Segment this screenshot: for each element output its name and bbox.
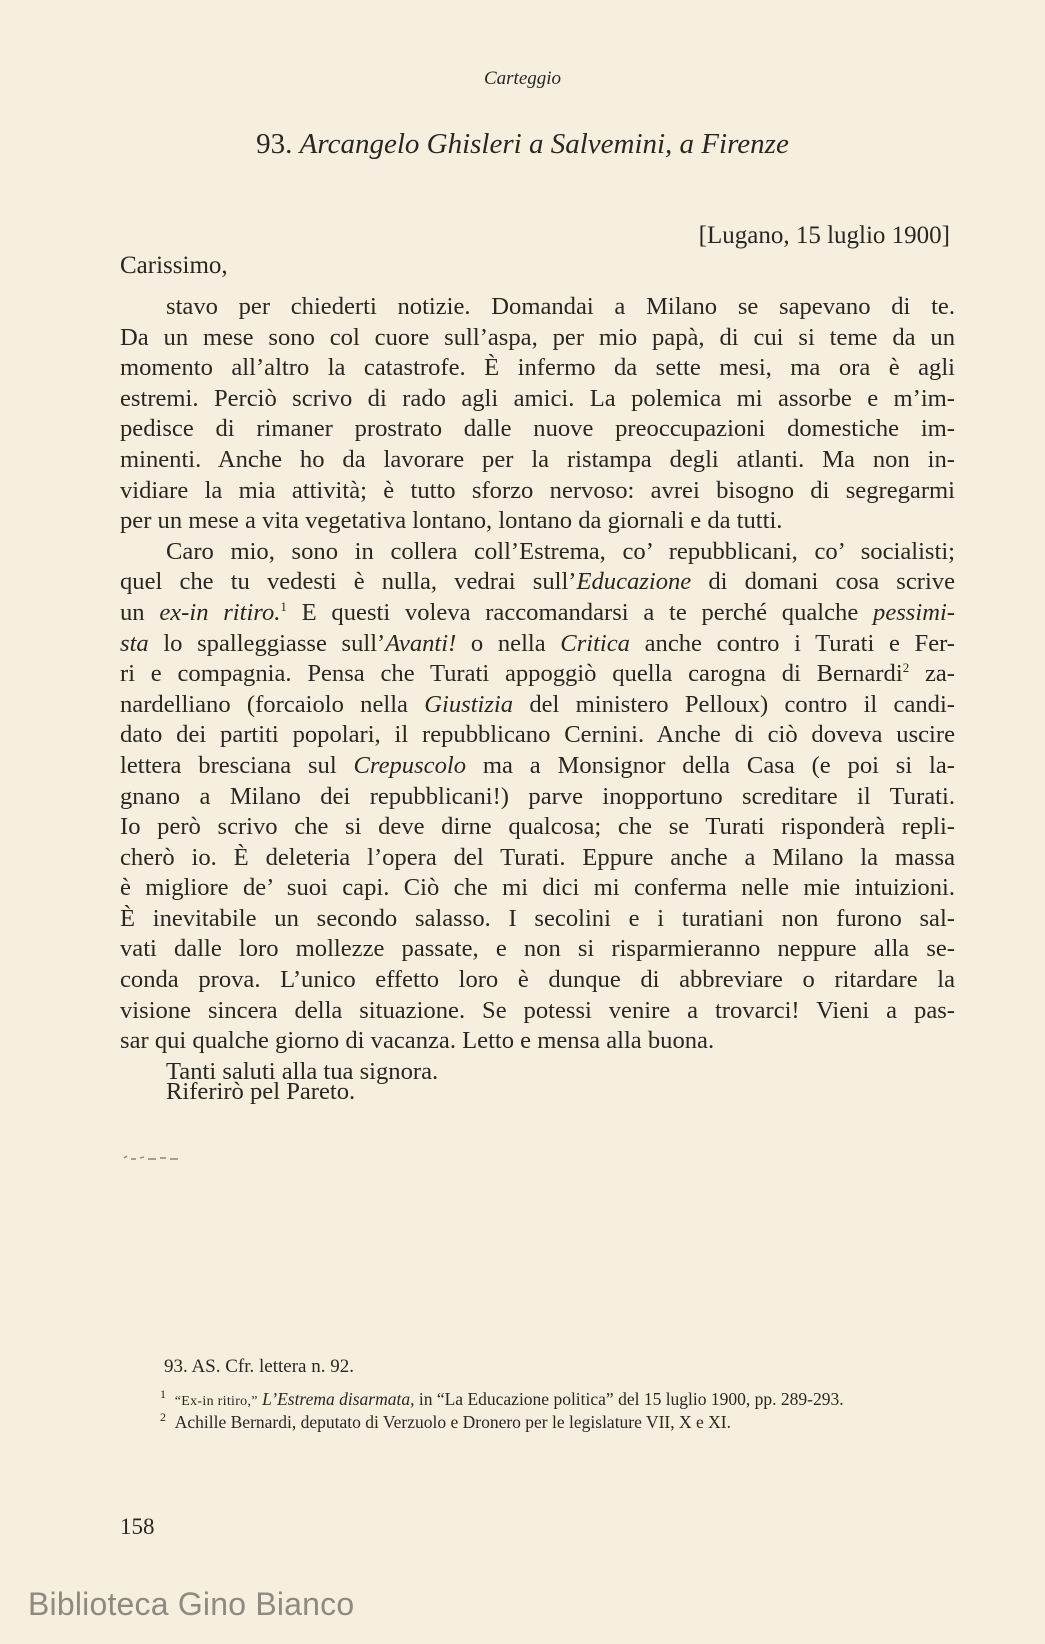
journal-title: Giustizia — [424, 690, 514, 718]
text-line: estremi. Perciò scrivo di rado agli amici. La polemica mi assorbe e m’im- — [120, 384, 955, 412]
text-line: minenti. Anche ho da lavorare per la ristampa degli atlanti. Ma non in- — [120, 445, 955, 473]
text-line: un ex-in ritiro.$^1$ E questi voleva raccomandarsi a te perché qualche pessimi- — [120, 598, 955, 626]
ink-mark — [122, 1152, 180, 1162]
watermark: Biblioteca Gino Bianco — [28, 1586, 355, 1622]
text-line: quel che tu vedesti è nulla, vedrai sull’Educazione di domani cosa scrive — [120, 568, 955, 596]
text-line: dato dei partiti popolari, il repubblicano Cernini. Anche di ciò doveva uscire — [120, 721, 955, 749]
text-line: Tanti saluti alla tua signora. — [166, 1057, 439, 1085]
journal-title: Crepuscolo — [353, 751, 467, 779]
text-line: conda prova. L’unico effetto loro è dunque di abbreviare o ritardare la — [120, 966, 955, 994]
text-line: lettera bresciana sul Crepuscolo ma a Monsignor della Casa (e poi si la- — [120, 751, 955, 779]
text-line: cherò io. È deleteria l’opera del Turati. Eppure anche a Milano la massa — [120, 843, 955, 871]
text-line: ri e compagnia. Pensa che Turati appoggiò quella carogna di Bernardi$^2$ za- — [120, 660, 955, 688]
text-line: momento all’altro la catastrofe. È infermo da sette mesi, ma ora è agli — [120, 354, 955, 382]
letter-body — [120, 292, 955, 1087]
text-line: È inevitabile un secondo salasso. I secolini e i turatiani non furono sal- — [120, 904, 955, 932]
running-head: Carteggio — [483, 68, 562, 89]
dateline: [Lugano, 15 luglio 1900] — [698, 222, 950, 249]
journal-title: Critica — [560, 629, 630, 657]
text-line: Da un mese sono col cuore sull’aspa, per mio papà, di cui si teme da un — [120, 323, 955, 351]
text-line: Caro mio, sono in collera coll’Estrema, co’ repubblicani, co’ socialisti; — [166, 537, 955, 565]
journal-title: Avanti! — [385, 629, 457, 657]
text-line: è migliore de’ suoi capi. Ciò che mi dici mi conferma nelle mie intuizioni. — [120, 874, 955, 902]
page-number: 158 — [120, 1514, 155, 1539]
footnote-2: $^2$ Achille Bernardi, deputato di Verzuolo e Dronero per le legislature VII, X e XI. — [160, 1410, 731, 1432]
text-line: gnano a Milano dei repubblicani!) parve inopportuno screditare il Turati. — [120, 782, 955, 810]
salutation: Carissimo, — [120, 252, 228, 279]
paragraph-1 — [120, 292, 955, 537]
footnote-source: 93. AS. Cfr. lettera n. 92. — [164, 1356, 354, 1377]
text-line: Io però scrivo che si deve dirne qualcosa; che se Turati risponderà repli- — [120, 813, 955, 841]
footnotes — [120, 1356, 955, 1433]
footnote-1: $^1$ “Ex-in ritiro,” L’Estrema disarmata, in “La Educazione politica” del 15 luglio 1900, pp. 289-293. — [160, 1387, 844, 1409]
text-line: visione sincera della situazione. Se potessi venire a trovarci! Vieni a pas- — [120, 996, 955, 1024]
footnote-ref: 2 — [902, 660, 910, 676]
text-line: vidiare la mia attività; è tutto sforzo nervoso: avrei bisogno di segregarmi — [120, 476, 955, 504]
text-line: per un mese a vita vegetativa lontano, lontano da giornali e da tutti. — [120, 507, 783, 535]
paragraph-2 — [120, 537, 955, 1057]
text-line: sar qui qualche giorno di vacanza. Letto e mensa alla buona. — [120, 1027, 715, 1055]
letter-title — [0, 128, 1045, 161]
journal-title: Educazione — [576, 568, 692, 596]
letter-number: 93. — [256, 128, 293, 160]
letter-heading: Arcangelo Ghisleri a Salvemini, a Firenze — [299, 128, 789, 160]
text-line: stavo per chiederti notizie. Domandai a Milano se sapevano di te. — [166, 293, 955, 320]
text-line: sta lo spalleggiasse sull’Avanti! o nella Critica anche contro i Turati e Fer- — [120, 629, 955, 657]
text-line: nardelliano (forcaiolo nella Giustizia del ministero Pelloux) contro il candi- — [120, 690, 955, 718]
footnote-ref: 1 — [280, 598, 287, 614]
text-line: vati dalle loro mollezze passate, e non si risparmieranno neppure alla se- — [120, 935, 955, 963]
text-line: pedisce di rimaner prostrato dalle nuove preoccupazioni domestiche im- — [120, 415, 955, 443]
postscript: Riferirò pel Pareto. — [166, 1078, 356, 1105]
